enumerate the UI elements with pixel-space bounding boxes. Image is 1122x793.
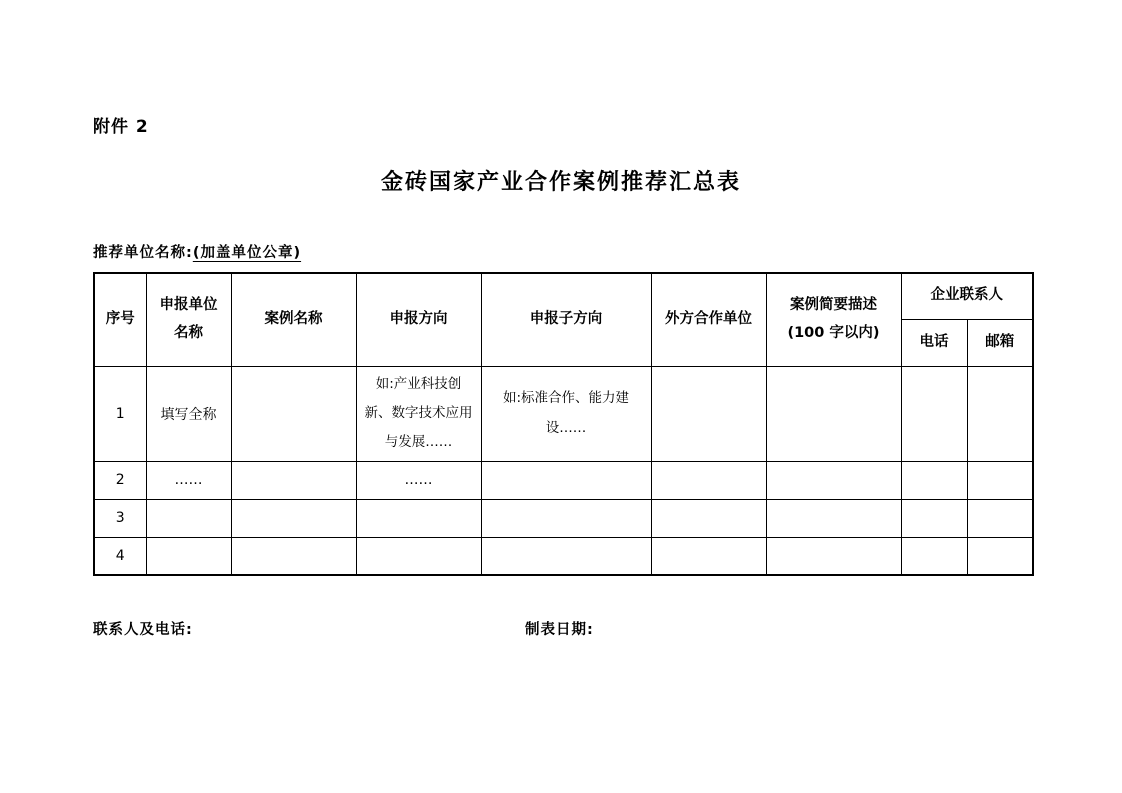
cell-description[interactable] [766, 537, 901, 575]
cell-phone[interactable] [901, 537, 967, 575]
cell-no: 4 [94, 537, 146, 575]
cell-phone[interactable] [901, 366, 967, 461]
cell-email[interactable] [967, 461, 1033, 499]
recommender-stamp-placeholder: (加盖单位公章) [192, 245, 302, 261]
header-subdirection: 申报子方向 [481, 273, 651, 366]
cell-unit[interactable] [146, 499, 231, 537]
cell-unit[interactable]: …… [146, 461, 231, 499]
recommender-line [93, 241, 301, 262]
table-row [94, 537, 1033, 575]
header-unit: 申报单位名称 [146, 273, 231, 366]
recommender-label: 推荐单位名称: [93, 245, 193, 261]
header-contact-group: 企业联系人 [901, 273, 1033, 319]
cell-unit[interactable] [146, 537, 231, 575]
page-title: 金砖国家产业合作案例推荐汇总表 [380, 170, 741, 195]
table-row [94, 499, 1033, 537]
cell-phone[interactable] [901, 499, 967, 537]
cell-description[interactable] [766, 461, 901, 499]
cell-subdirection[interactable] [481, 461, 651, 499]
header-phone: 电话 [901, 319, 967, 366]
cell-direction[interactable] [356, 499, 481, 537]
cell-email[interactable] [967, 537, 1033, 575]
cell-subdirection[interactable] [481, 499, 651, 537]
cell-no: 3 [94, 499, 146, 537]
table-row [94, 366, 1033, 461]
cell-no: 2 [94, 461, 146, 499]
cell-case[interactable] [231, 366, 356, 461]
cell-direction[interactable] [356, 537, 481, 575]
cell-case[interactable] [231, 499, 356, 537]
cell-description[interactable] [766, 366, 901, 461]
header-description-line1: 案例简要描述 [790, 297, 877, 314]
cell-unit[interactable]: 填写全称 [146, 366, 231, 461]
cell-subdirection[interactable] [481, 537, 651, 575]
table-header-row-1 [94, 273, 1033, 319]
cell-partner[interactable] [651, 461, 766, 499]
header-no: 序号 [94, 273, 146, 366]
header-description-line2: (100 字以内) [787, 324, 880, 341]
cell-email[interactable] [967, 366, 1033, 461]
attachment-label: 附件 2 [93, 117, 149, 137]
summary-table [93, 272, 1034, 576]
cell-no: 1 [94, 366, 146, 461]
cell-subdirection[interactable]: 如:标准合作、能力建设…… [481, 366, 651, 461]
cell-case[interactable] [231, 461, 356, 499]
table-row [94, 461, 1033, 499]
cell-email[interactable] [967, 499, 1033, 537]
header-description [766, 273, 901, 366]
contact-and-phone-label: 联系人及电话: [93, 622, 193, 638]
header-case: 案例名称 [231, 273, 356, 366]
cell-partner[interactable] [651, 499, 766, 537]
header-partner: 外方合作单位 [651, 273, 766, 366]
cell-phone[interactable] [901, 461, 967, 499]
header-direction: 申报方向 [356, 273, 481, 366]
table-date-label: 制表日期: [525, 622, 594, 638]
cell-description[interactable] [766, 499, 901, 537]
cell-case[interactable] [231, 537, 356, 575]
cell-direction[interactable]: 如:产业科技创新、数字技术应用与发展…… [356, 366, 481, 461]
cell-direction[interactable]: …… [356, 461, 481, 499]
header-email: 邮箱 [967, 319, 1033, 366]
cell-partner[interactable] [651, 537, 766, 575]
cell-partner[interactable] [651, 366, 766, 461]
